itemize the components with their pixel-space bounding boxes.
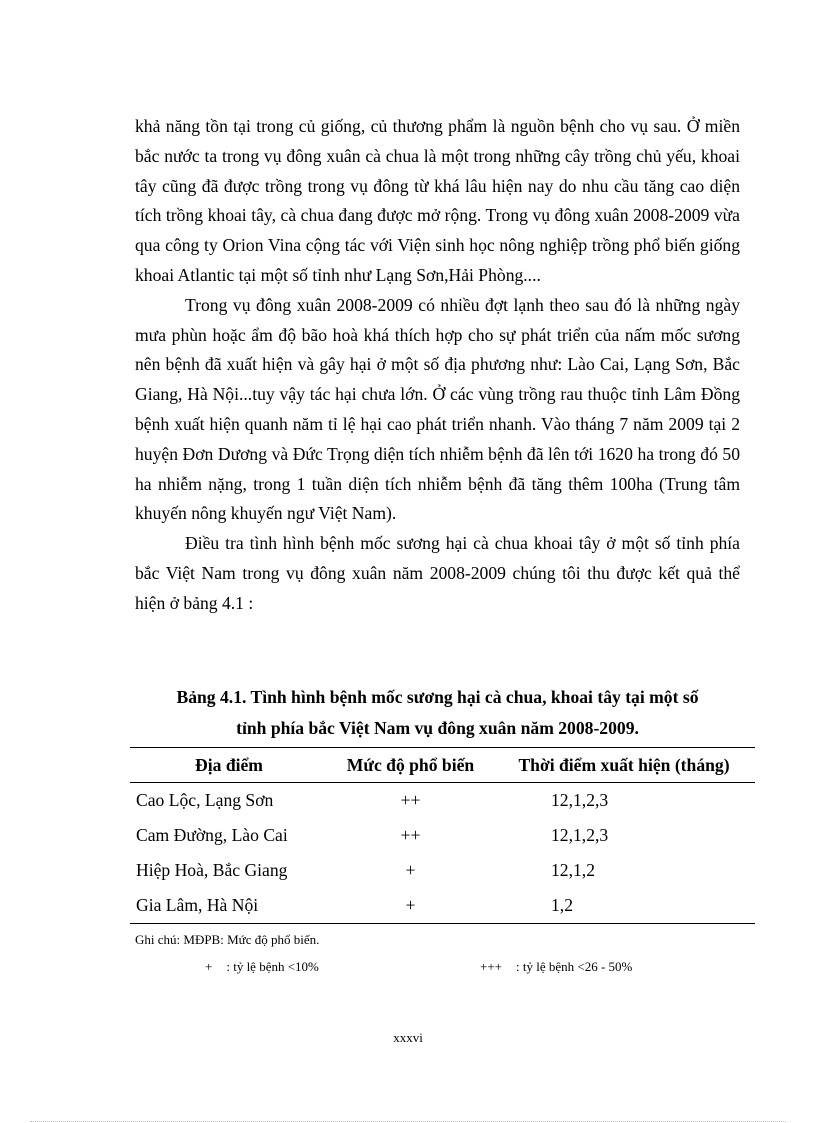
paragraph-2: Trong vụ đông xuân 2008-2009 có nhiều đợt lạnh theo sau đó là những ngày mưa phùn hoặc ẩm độ bão hoà khá thích hợp cho sự phát triển của nấm mốc sương nên bệnh đã xuất hiện và gây hại ở một số địa phương như: Lào Cai, Lạng Sơn, Bắc Giang, Hà Nội...tuy vậy tác hại chưa lớn. Ở các vùng trồng rau thuộc tỉnh Lâm Đồng bệnh xuất hiện quanh năm tỉ lệ hại cao phát triển nhanh. Vào tháng 7 năm 2009 tại 2 huyện Đơn Dương và Đức Trọng diện tích nhiễm bệnh đã lên tới 1620 ha trong đó 50 ha nhiễm nặng, trong 1 tuần diện tích nhiễm bệnh đã tăng thêm 100ha (Trung tâm khuyến nông khuyến ngư Việt Nam). [135,294,740,524]
table-row [130,818,755,853]
cell-location: Gia Lâm, Hà Nội [136,895,259,915]
cell-location: Cam Đường, Lào Cai [136,825,288,845]
legend-symbol: + [205,959,213,974]
table-caption-line-1: Bảng 4.1. Tình hình bệnh mốc sương hại cà chua, khoai tây tại một số [176,687,699,707]
table-caption [135,682,740,744]
cell-months: 12,1,2,3 [551,825,609,845]
page-bottom-divider [30,1121,786,1122]
legend-symbol: +++ [480,959,502,974]
header-occurrence-time: Thời điểm xuất hiện (tháng) [518,754,730,775]
cell-months: 12,1,2 [551,860,595,880]
header-location: Địa điểm [195,754,263,775]
data-table-container [130,747,755,924]
cell-months: 12,1,2,3 [551,790,609,810]
table-row [130,853,755,888]
legend-text: : tỷ lệ bệnh <10% [226,959,319,974]
table-header-row [130,748,755,783]
legend-item-high [480,958,632,975]
table-caption-line-2: tỉnh phía bắc Việt Nam vụ đông xuân năm 2008-2009. [236,718,639,738]
body-text [135,112,740,619]
cell-prevalence: ++ [400,790,421,810]
legend-item-low [205,958,319,975]
table-note: Ghi chú: MĐPB: Mức độ phổ biến. [135,932,320,947]
data-table [130,747,755,924]
paragraph-3: Điều tra tình hình bệnh mốc sương hại cà chua khoai tây ở một số tỉnh phía bắc Việt Nam trong vụ đông xuân năm 2008-2009 chúng tôi thu được kết quả thể hiện ở bảng 4.1 : [135,533,740,613]
paragraph-1: khả năng tồn tại trong củ giống, củ thương phẩm là nguồn bệnh cho vụ sau. Ở miền bắc nước ta trong vụ đông xuân cà chua là một trong những cây trồng chủ yếu, khoai tây cũng đã được trồng trong vụ đông từ khá lâu hiện nay do nhu cầu tăng cao diện tích trồng khoai tây, cà chua đang được mở rộng. Trong vụ đông xuân 2008-2009 vừa qua công ty Orion Vina cộng tác với Viện sinh học nông nghiệp trồng phổ biến giống khoai Atlantic tại một số tỉnh như Lạng Sơn,Hải Phòng.... [135,116,740,285]
cell-prevalence: + [405,860,416,880]
cell-location: Cao Lộc, Lạng Sơn [136,790,274,810]
cell-prevalence: + [405,895,416,915]
cell-location: Hiệp Hoà, Bắc Giang [136,860,288,880]
table-row [130,783,755,819]
legend-text: : tỷ lệ bệnh <26 - 50% [516,959,633,974]
cell-prevalence: ++ [400,825,421,845]
page-number: xxxvi [393,1030,423,1045]
table-row [130,888,755,924]
header-prevalence: Mức độ phổ biến [346,754,475,775]
cell-months: 1,2 [551,895,573,915]
